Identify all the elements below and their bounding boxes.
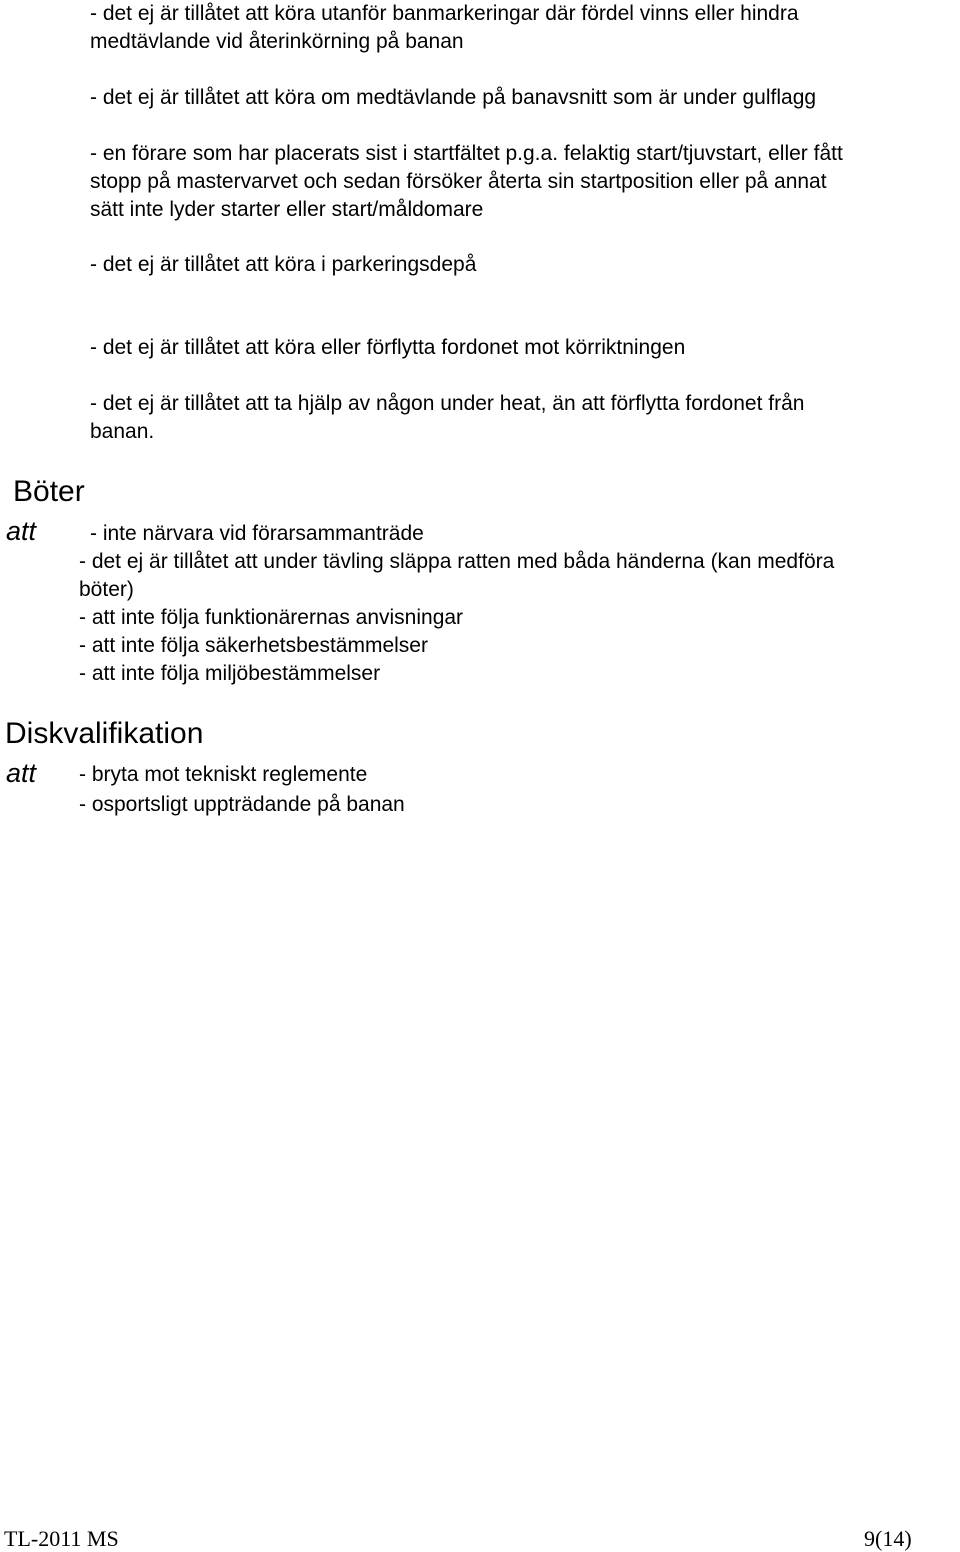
boter-item: - att inte följa funktionärernas anvisningar bbox=[79, 606, 464, 629]
boter-item: - att inte följa säkerhetsbestämmelser bbox=[79, 634, 428, 657]
diskvalifikation-item: - bryta mot tekniskt reglemente bbox=[79, 763, 368, 786]
boter-heading: Böter bbox=[13, 475, 85, 508]
boter-item: - att inte följa miljöbestämmelser bbox=[79, 662, 381, 685]
rule-item: - det ej är tillåtet att köra eller förflytta fordonet mot körriktningen bbox=[90, 336, 686, 359]
rule-item: - det ej är tillåtet att köra om medtävlande på banavsnitt som är under gulflagg bbox=[90, 86, 817, 109]
boter-item: böter) bbox=[79, 578, 134, 601]
diskvalifikation-item: - osportsligt uppträdande på banan bbox=[79, 793, 405, 816]
rule-item: - det ej är tillåtet att ta hjälp av någon under heat, än att förflytta fordonet från banan. bbox=[90, 392, 805, 443]
rule-item: - det ej är tillåtet att köra i parkeringsdepå bbox=[90, 253, 477, 276]
boter-att-label: att bbox=[6, 516, 37, 546]
boter-item: - det ej är tillåtet att under tävling släppa ratten med båda händerna (kan medföra bbox=[79, 550, 835, 573]
diskvalifikation-heading: Diskvalifikation bbox=[5, 717, 204, 750]
rule-item: - en förare som har placerats sist i startfältet p.g.a. felaktig start/tjuvstart, eller fått stopp på mastervarvet och sedan försöker återta sin startposition eller på annat sätt inte lyder starter eller start/måldomare bbox=[90, 142, 843, 221]
rule-item: - det ej är tillåtet att köra utanför banmarkeringar där fördel vinns eller hindra medtävlande vid återinkörning på banan bbox=[90, 2, 799, 53]
diskvalifikation-att-label: att bbox=[6, 758, 37, 788]
footer-document-id: TL-2011 MS bbox=[4, 1526, 119, 1551]
footer-page-number: 9(14) bbox=[864, 1526, 912, 1551]
boter-item: - inte närvara vid förarsammanträde bbox=[90, 522, 424, 545]
